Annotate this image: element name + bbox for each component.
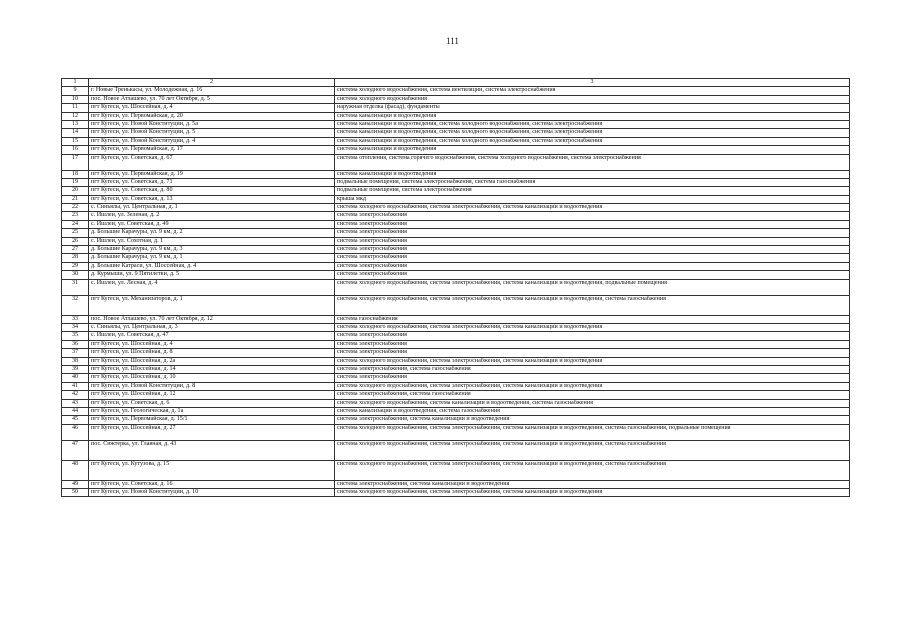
address-cell: пгт Кугеси, ул. Новой Конституции, д. 5 [89,129,335,137]
works-cell: система холодного водоснабжения, система электроснабжения, система канализации и водоотведения, подвальные помещения [335,279,850,295]
works-cell: крыша мкд [335,195,850,203]
row-number-cell: 36 [62,340,89,348]
address-cell: пгт Кугеси, ул. Советская, д. 13 [89,195,335,203]
row-number-cell: 35 [62,332,89,340]
row-number-cell: 31 [62,279,89,295]
address-cell: пгт Кугеси, ул. Первомайская, д. 17 [89,146,335,154]
table-row [62,365,850,373]
works-cell: подвальные помещения, система электроснабжения, система газоснабжения [335,178,850,186]
address-cell: д. Большие Катраси, ул. Шоссейная, д. 4 [89,262,335,270]
row-number-cell: 49 [62,480,89,488]
works-cell: система электроснабжения [335,246,850,254]
row-number-cell: 44 [62,407,89,415]
row-number-cell: 33 [62,315,89,323]
table-row [62,220,850,228]
address-cell: пгт Кугеси, ул. Кутузова, д. 15 [89,460,335,480]
table-row [62,440,850,460]
address-cell: пгт Кугеси, ул. Советская, д. 67 [89,154,335,170]
works-cell: система канализации и водоотведения [335,146,850,154]
row-number-cell: 34 [62,323,89,331]
table-row [62,237,850,245]
works-table [61,78,850,497]
table-row [62,187,850,195]
row-number-cell: 14 [62,129,89,137]
address-cell: с. Синьялы, ул. Центральная, д. 1 [89,204,335,212]
works-cell: система электроснабжения [335,220,850,228]
address-cell: пгт Кугеси, ул. Первомайская, д. 19 [89,170,335,178]
table-row [62,424,850,440]
table-row [62,195,850,203]
works-cell: система электроснабжения [335,237,850,245]
table-row [62,137,850,145]
works-cell: система холодного водоснабжения, система электроснабжения, система канализации и водоотведения, система газоснабжения [335,295,850,315]
works-cell: система канализации и водоотведения, система холодного водоснабжения, система электроснабжения [335,120,850,128]
table-row [62,295,850,315]
works-cell: система электроснабжения [335,229,850,237]
row-number-cell: 17 [62,154,89,170]
row-number-cell: 32 [62,295,89,315]
table-row [62,349,850,357]
table-row [62,279,850,295]
works-cell: система холодного водоснабжения, система электроснабжения, система канализации и водоотведения, система газоснабжения [335,460,850,480]
works-cell: система электроснабжения [335,374,850,382]
table-body [62,87,850,497]
works-cell: система канализации и водоотведения, система холодного водоснабжения, система электроснабжения [335,129,850,137]
works-cell: система холодного водоснабжения, система вентиляции, система электроснабжения [335,87,850,95]
works-cell: наружная отделка (фасад), фундаменты [335,104,850,112]
row-number-cell: 9 [62,87,89,95]
table-row [62,120,850,128]
row-number-cell: 13 [62,120,89,128]
table-row [62,407,850,415]
table-row [62,262,850,270]
table-row [62,391,850,399]
address-cell: пос. Сюктерка, ул. Главная, д. 43 [89,440,335,460]
row-number-cell: 48 [62,460,89,480]
works-cell: система холодного водоснабжения, система электроснабжения, система канализации и водоотведения [335,357,850,365]
address-cell: пгт Кугеси, ул. Первомайская, д. 15/1 [89,416,335,424]
row-number-cell: 15 [62,137,89,145]
address-cell: с. Ишлеи, ул. Советская, д. 47 [89,332,335,340]
works-cell: система электроснабжения [335,212,850,220]
address-cell: пгт Кугеси, ул. Советская, д. 80 [89,187,335,195]
table-row [62,489,850,497]
works-cell: система электроснабжения, система канализации и водоотведения [335,416,850,424]
table-row [62,212,850,220]
row-number-cell: 21 [62,195,89,203]
table-row [62,87,850,95]
row-number-cell: 47 [62,440,89,460]
row-number-cell: 38 [62,357,89,365]
address-cell: пгт Кугеси, ул. Шоссейная, д. 14 [89,365,335,373]
table-row [62,104,850,112]
works-cell: система канализации и водоотведения, система холодного водоснабжения, система электроснабжения [335,137,850,145]
row-number-cell: 12 [62,112,89,120]
address-cell: пгт Кугеси, ул. Новой Конституции, д. 5а [89,120,335,128]
works-cell: система канализации и водоотведения, система газоснабжения [335,407,850,415]
works-cell: система холодного водоснабжения, система электроснабжения, система канализации и водоотведения [335,204,850,212]
address-cell: пгт Кугеси, ул. Шоссейная, д. 10 [89,374,335,382]
row-number-cell: 40 [62,374,89,382]
address-cell: пос. Новое Атлашево, ул. 70 лет Октября, д. 5 [89,95,335,103]
table-row [62,271,850,279]
table-row [62,229,850,237]
table-row [62,416,850,424]
address-cell: пгт Кугеси, ул. Шоссейная, д. 8 [89,349,335,357]
row-number-cell: 28 [62,254,89,262]
table-row [62,357,850,365]
works-cell: система холодного водоснабжения, система электроснабжения, система канализации и водоотведения, система газоснабжения, подвальные помещения [335,424,850,440]
works-cell: система отопления, система горячего водоснабжения, система холодного водоснабжения, система электроснабжения [335,154,850,170]
table-row [62,178,850,186]
address-cell: пгт Кугеси, ул. Первомайская, д. 20 [89,112,335,120]
address-cell: пгт Кугеси, ул. Шоссейная, д. 2а [89,357,335,365]
works-cell: система холодного водоснабжения, система электроснабжения, система канализации и водоотведения [335,489,850,497]
address-cell: пгт Кугеси, ул. Механизаторов, д. 1 [89,295,335,315]
address-cell: пгт Кугеси, ул. Геологическая, д. 1а [89,407,335,415]
address-cell: с. Синьялы, ул. Центральная, д. 3 [89,323,335,331]
table-row [62,254,850,262]
works-cell: система канализации и водоотведения [335,170,850,178]
row-number-cell: 26 [62,237,89,245]
row-number-cell: 41 [62,382,89,390]
works-cell: система электроснабжения, система газоснабжения [335,365,850,373]
address-cell: с. Ишлеи, ул. Советская, д. 49 [89,220,335,228]
address-cell: пгт Кугеси, ул. Шоссейная, д. 4 [89,340,335,348]
works-cell: система холодного водоснабжения, система электроснабжения, система канализации и водоотведения [335,323,850,331]
address-cell: с. Ишлеи, ул. Сохотная, д. 1 [89,237,335,245]
row-number-cell: 19 [62,178,89,186]
address-cell: д. Курмыши, ул. 9 Пятилетки, д. 5 [89,271,335,279]
row-number-cell: 11 [62,104,89,112]
table-row [62,112,850,120]
address-cell: с. Ишлеи, ул. Лесная, д. 4 [89,279,335,295]
table-row [62,340,850,348]
address-cell: д. Большие Карачуры, ул. 9 км, д. 3 [89,246,335,254]
address-cell: пгт Кугеси, ул. Советская, д. 71 [89,178,335,186]
works-cell: система электроснабжения [335,262,850,270]
table-row [62,480,850,488]
table-row [62,382,850,390]
works-cell: система газоснабжения [335,315,850,323]
works-cell: система холодного водоснабжения [335,95,850,103]
row-number-cell: 24 [62,220,89,228]
address-cell: пгт Кугеси, ул. Новой Конституции, д. 10 [89,489,335,497]
row-number-cell: 37 [62,349,89,357]
address-cell: пгт Кугеси, ул. Новой Конституции, д. 4 [89,137,335,145]
table-row [62,154,850,170]
works-cell: система электроснабжения [335,254,850,262]
table-row [62,170,850,178]
table-row [62,146,850,154]
works-cell: система электроснабжения, система канализации и водоотведения [335,480,850,488]
row-number-cell: 30 [62,271,89,279]
table-row [62,315,850,323]
address-cell: пгт Кугеси, ул. Шоссейная, д. 27 [89,424,335,440]
column-header-works: 3 [335,79,850,87]
table-header-row [62,79,850,87]
address-cell: пос. Новое Атлашево, ул. 70 лет Октября, д. 12 [89,315,335,323]
row-number-cell: 16 [62,146,89,154]
row-number-cell: 25 [62,229,89,237]
row-number-cell: 29 [62,262,89,270]
table-row [62,460,850,480]
works-cell: подвальные помещения, система электроснабжения [335,187,850,195]
row-number-cell: 45 [62,416,89,424]
works-cell: система электроснабжения [335,271,850,279]
address-cell: пгт Кугеси, ул. Новой Конституции, д. 8 [89,382,335,390]
row-number-cell: 18 [62,170,89,178]
row-number-cell: 50 [62,489,89,497]
address-cell: д. Большие Карачуры, ул. 9 км, д. 2 [89,229,335,237]
address-cell: пгт Кугеси, ул. Шоссейная, д. 12 [89,391,335,399]
row-number-cell: 46 [62,424,89,440]
page-number: 111 [446,36,459,46]
column-header-number: 1 [62,79,89,87]
address-cell: пгт Кугеси, ул. Шоссейная, д. 4 [89,104,335,112]
row-number-cell: 42 [62,391,89,399]
table-row [62,95,850,103]
works-cell: система электроснабжения [335,340,850,348]
row-number-cell: 10 [62,95,89,103]
table-row [62,399,850,407]
row-number-cell: 20 [62,187,89,195]
address-cell: д. Большие Карачуры, ул. 9 км, д. 1 [89,254,335,262]
works-cell: система электроснабжения [335,332,850,340]
table-row [62,332,850,340]
address-cell: г. Новые Тренькасы, ул. Молодежная, д. 16 [89,87,335,95]
row-number-cell: 27 [62,246,89,254]
address-cell: пгт Кугеси, ул. Советская, д. 16 [89,480,335,488]
address-cell: пгт Кугеси, ул. Советская, д. 6 [89,399,335,407]
column-header-address: 2 [89,79,335,87]
row-number-cell: 22 [62,204,89,212]
row-number-cell: 39 [62,365,89,373]
works-cell: система холодного водоснабжения, система электроснабжения, система канализации и водоотведения, система газоснабжения [335,440,850,460]
works-cell: система канализации и водоотведения [335,112,850,120]
works-cell: система холодного водоснабжения, система электроснабжения, система канализации и водоотведения [335,382,850,390]
row-number-cell: 43 [62,399,89,407]
works-cell: система электроснабжения [335,349,850,357]
works-cell: система электроснабжения, система газоснабжения [335,391,850,399]
table-row [62,204,850,212]
address-cell: с. Ишлеи, ул. Зеленая, д. 2 [89,212,335,220]
table-row [62,323,850,331]
row-number-cell: 23 [62,212,89,220]
table-row [62,374,850,382]
table-row [62,129,850,137]
works-cell: система холодного водоснабжения, система канализации и водоотведения, система газоснабжения [335,399,850,407]
table-row [62,246,850,254]
